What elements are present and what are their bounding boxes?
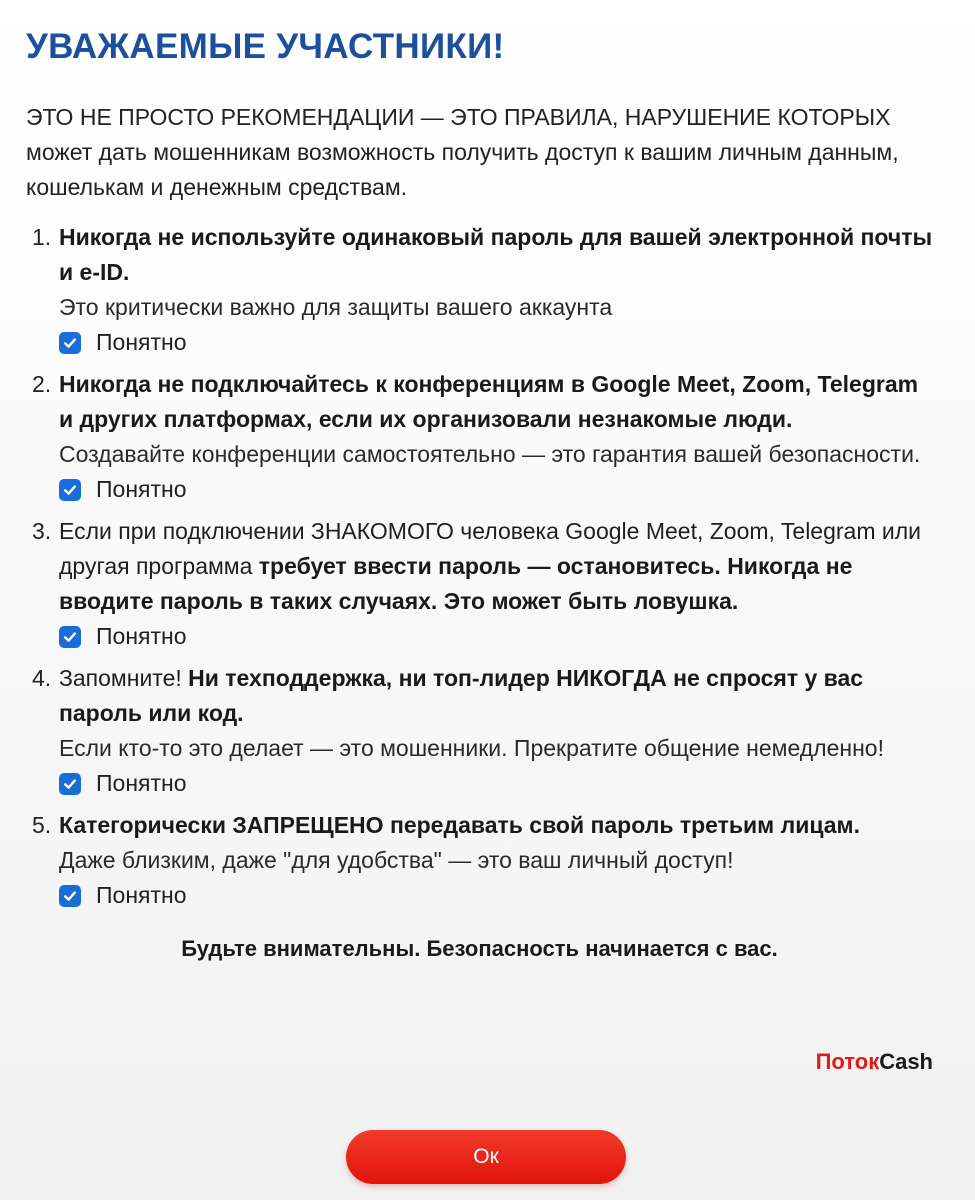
- ack-checkbox-row[interactable]: [59, 472, 933, 507]
- brand-logo: [816, 1046, 933, 1078]
- checkmark-icon[interactable]: [59, 626, 81, 648]
- rule-text-regular: Запомните!: [59, 665, 189, 691]
- ack-checkbox-row[interactable]: [59, 325, 933, 360]
- ack-checkbox-row[interactable]: [59, 878, 933, 913]
- rule-item: [26, 808, 933, 913]
- ack-label: Понятно: [96, 476, 187, 502]
- checkmark-icon[interactable]: [59, 332, 81, 354]
- rule-text-bold: требует ввести пароль — остановитесь. Никогда не вводите пароль в таких случаях. Это может быть ловушка.: [59, 553, 853, 614]
- rule-text-bold: Ни техподдержка, ни топ-лидер НИКОГДА не спросят у вас пароль или код.: [59, 665, 864, 726]
- checkmark-icon[interactable]: [59, 773, 81, 795]
- rule-number: 1.: [32, 224, 52, 250]
- rule-text-bold: Никогда не используйте одинаковый пароль для вашей электронной почты и e-ID.: [59, 224, 933, 285]
- rule-text-regular: Если при подключении ЗНАКОМОГО человека Google Meet, Zoom, Telegram или другая программа: [59, 518, 922, 579]
- rule-text: [59, 514, 933, 619]
- rule-text-bold: Никогда не подключайтесь к конференциям в Google Meet, Zoom, Telegram и других платформах, если их организовали незнакомые люди.: [59, 371, 919, 432]
- brand-part-1: Поток: [815, 1049, 880, 1074]
- rule-number: 5.: [32, 812, 52, 838]
- rule-item: [26, 367, 933, 507]
- rule-description: Даже близким, даже "для удобства" — это ваш личный доступ!: [59, 847, 734, 873]
- rule-description: Это критически важно для защиты вашего аккаунта: [59, 294, 613, 320]
- ack-label: Понятно: [96, 623, 187, 649]
- rule-description: Если кто-то это делает — это мошенники. Прекратите общение немедленно!: [59, 735, 884, 761]
- ok-button[interactable]: Ок: [346, 1130, 626, 1184]
- ack-label: Понятно: [96, 329, 187, 355]
- ack-label: Понятно: [96, 770, 187, 796]
- checkmark-icon[interactable]: [59, 479, 81, 501]
- footer-note: Будьте внимательны. Безопасность начинается с вас.: [181, 936, 778, 961]
- ack-checkbox-row[interactable]: [59, 766, 933, 801]
- rule-item: [26, 220, 933, 360]
- rule-text: [59, 661, 933, 731]
- rule-item: [26, 661, 933, 801]
- rule-text: [59, 367, 933, 437]
- rule-number: 4.: [32, 665, 52, 691]
- rule-text-bold: Категорически ЗАПРЕЩЕНО передавать свой пароль третьим лицам.: [59, 812, 860, 838]
- page-title: УВАЖАЕМЫЕ УЧАСТНИКИ!: [26, 27, 505, 66]
- ack-label: Понятно: [96, 882, 187, 908]
- rule-number: 2.: [32, 371, 52, 397]
- rule-text: [59, 808, 933, 843]
- ack-checkbox-row[interactable]: [59, 619, 933, 654]
- brand-part-2: Cash: [879, 1049, 933, 1074]
- checkmark-icon[interactable]: [59, 885, 81, 907]
- intro-text: ЭТО НЕ ПРОСТО РЕКОМЕНДАЦИИ — ЭТО ПРАВИЛА, НАРУШЕНИЕ КОТОРЫХ может дать мошенникам возможность получить доступ к вашим личным данным, кошелькам и денежным средствам.: [26, 104, 899, 200]
- rules-list: [26, 220, 933, 913]
- rule-description: Создавайте конференции самостоятельно — это гарантия вашей безопасности.: [59, 441, 921, 467]
- rule-text: [59, 220, 933, 290]
- rule-item: [26, 514, 933, 654]
- rule-number: 3.: [32, 518, 52, 544]
